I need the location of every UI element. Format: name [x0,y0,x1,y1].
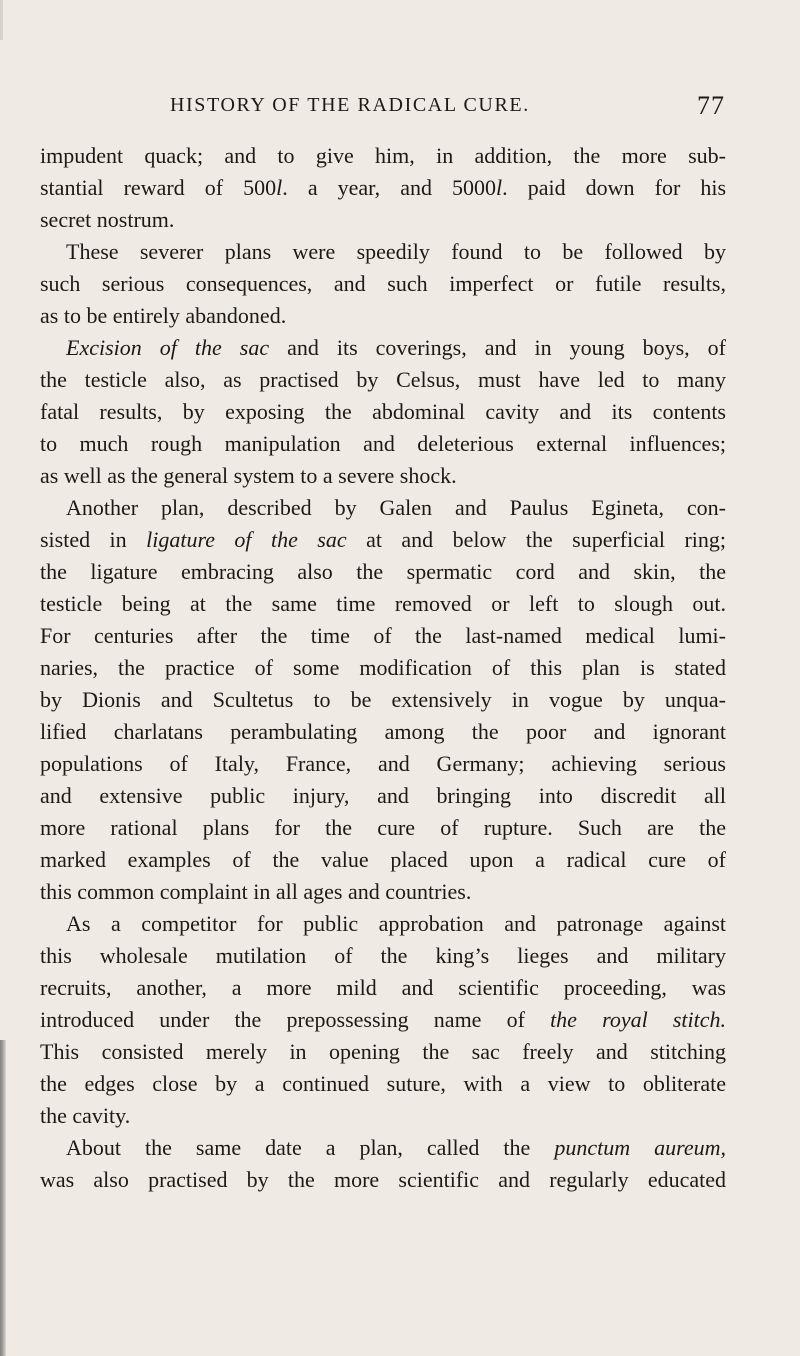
text-segment: as to be entirely abandoned. [40,303,287,328]
text-line [40,204,726,236]
text-segment: marked examples of the value placed upon a radical cure of [40,847,726,872]
text-segment: Another plan, described by Galen and Paulus Egineta, con- [66,495,726,520]
text-segment: These severer plans were speedily found to be followed by [66,239,726,264]
text-line [40,1164,726,1196]
text-line [40,1068,726,1100]
text-segment: the testicle also, as practised by Celsus, must have led to many [40,367,726,392]
italic-segment: ligature of the sac [146,527,347,552]
text-segment: was also practised by the more scientific and regularly educated [40,1167,726,1192]
italic-segment: l [496,175,503,200]
text-segment: As a competitor for public approbation and patronage against [66,911,726,936]
text-line [40,428,726,460]
text-line [40,492,726,524]
text-line [40,876,726,908]
text-segment: fatal results, by exposing the abdominal cavity and its contents [40,399,726,424]
text-line [40,268,726,300]
text-line [40,300,726,332]
text-segment: and extensive public injury, and bringing into discredit all [40,783,726,808]
italic-segment: l [276,175,283,200]
body-text [40,140,726,1196]
text-line [40,556,726,588]
text-segment: such serious consequences, and such imperfect or futile results, [40,271,726,296]
text-segment: and its coverings, and in young boys, of [269,335,726,360]
text-segment: at and below the superficial ring; [346,527,726,552]
text-line [40,332,726,364]
text-line [40,396,726,428]
text-line [40,684,726,716]
text-line [40,524,726,556]
italic-segment: punctum aureum, [554,1135,726,1160]
text-line [40,652,726,684]
text-segment: this common complaint in all ages and countries. [40,879,472,904]
text-segment: sisted in [40,527,147,552]
text-segment: as well as the general system to a severe shock. [40,463,457,488]
text-segment: This consisted merely in opening the sac freely and stitching [40,1039,726,1064]
page-edge-top [0,0,3,40]
text-line [40,172,726,204]
text-segment: this wholesale mutilation of the king’s lieges and military [40,943,726,968]
text-segment: lified charlatans perambulating among the poor and ignorant [40,719,726,744]
text-line [40,1036,726,1068]
text-line [40,364,726,396]
page-edge-shadow [0,1040,6,1356]
text-line [40,1100,726,1132]
text-line [40,1132,726,1164]
running-head: HISTORY OF THE RADICAL CURE. [170,94,530,116]
text-segment: secret nostrum. [40,207,175,232]
text-line [40,716,726,748]
text-line [40,140,726,172]
text-segment: testicle being at the same time removed or left to slough out. [40,591,726,616]
page-number: 77 [697,91,725,120]
text-line [40,812,726,844]
text-segment: . a year, and 5000 [282,175,497,200]
text-line [40,1004,726,1036]
text-line [40,844,726,876]
text-line [40,588,726,620]
text-line [40,940,726,972]
italic-segment: Excision of the sac [66,335,270,360]
text-line [40,908,726,940]
text-segment: to much rough manipulation and deleterious external influences; [40,431,726,456]
text-line [40,972,726,1004]
text-segment: the edges close by a continued suture, with a view to obliterate [40,1071,726,1096]
text-segment: stantial reward of 500 [40,175,277,200]
text-segment: About the same date a plan, called the [66,1135,555,1160]
text-segment: . paid down for his [502,175,726,200]
text-segment: populations of Italy, France, and Germany; achieving serious [40,751,726,776]
text-segment: impudent quack; and to give him, in addition, the more sub- [40,143,726,168]
text-segment: naries, the practice of some modification of this plan is stated [40,655,726,680]
text-segment: the ligature embracing also the spermatic cord and skin, the [40,559,726,584]
text-line [40,780,726,812]
text-line [40,460,726,492]
text-segment: more rational plans for the cure of rupture. Such are the [40,815,726,840]
page-header [40,91,725,120]
italic-segment: the royal stitch. [550,1007,726,1032]
text-segment: For centuries after the time of the last-named medical lumi- [40,623,726,648]
text-segment: by Dionis and Scultetus to be extensively in vogue by unqua- [40,687,726,712]
text-segment: the cavity. [40,1103,131,1128]
text-segment: recruits, another, a more mild and scientific proceeding, was [40,975,726,1000]
text-line [40,620,726,652]
text-line [40,236,726,268]
text-segment: introduced under the prepossessing name of [40,1007,551,1032]
text-line [40,748,726,780]
